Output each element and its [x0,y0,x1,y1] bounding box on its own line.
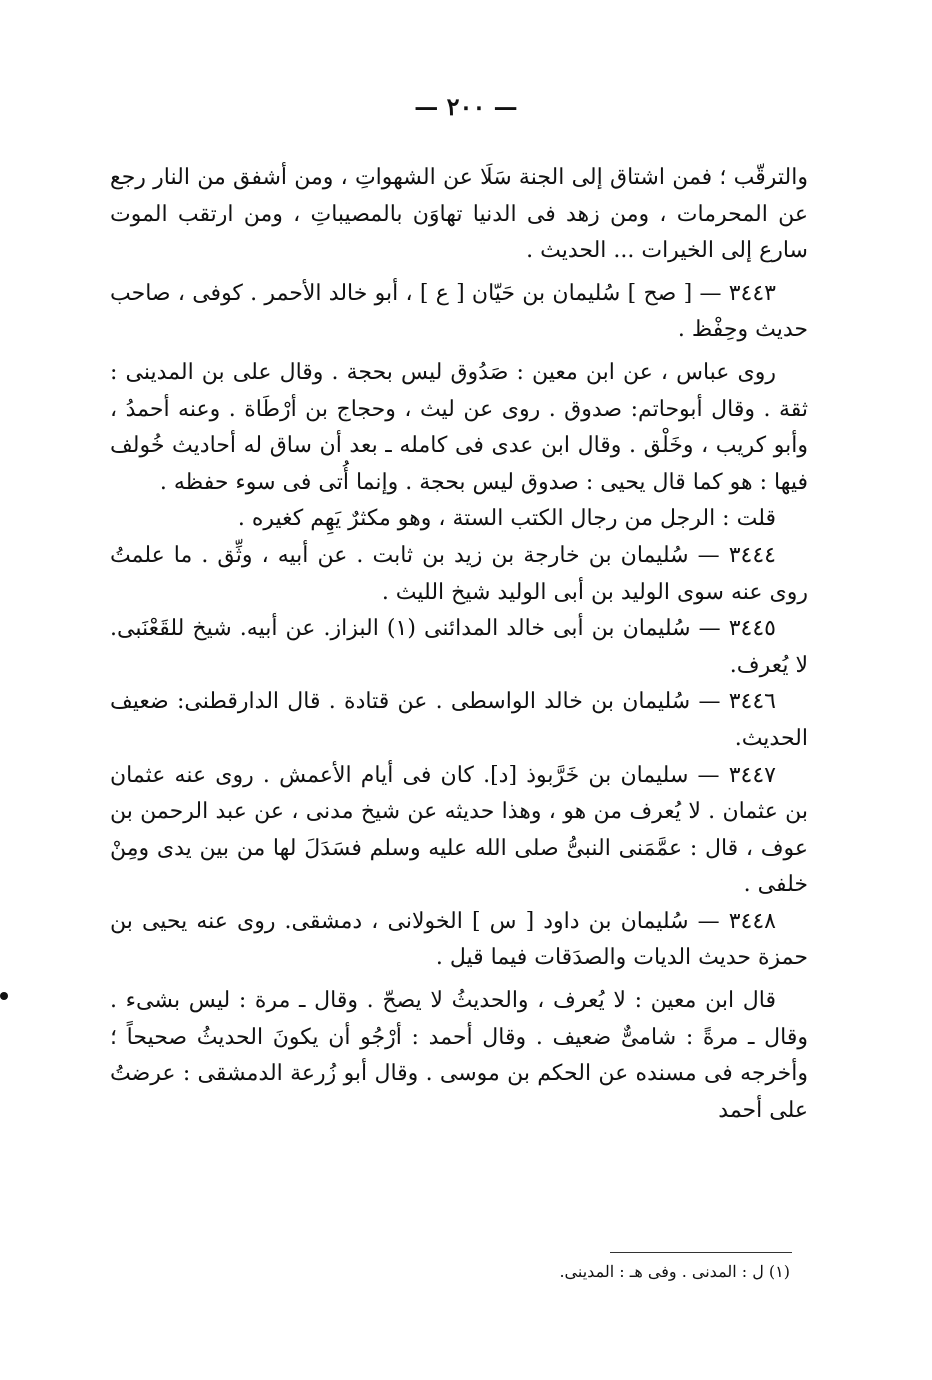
paragraph: روى عباس ، عن ابن معين : صَدُوق ليس بحجة . وقال على بن المدينى : ثقة . وقال أبوحاتم: صدوق . روى عن ليث ، وحجاج بن أرْطَاة . وعنه أحمدُ ، وأبو كريب ، وخَلْق . وقال ابن عدى فى كامله ـ بعد أن ساق له أحاديث خُولف فيها : هو كما قال يحيى : صدوق ليس بحجة . وإنما أُتى فى سوء حفظه . [110,359,808,495]
entry-3447: ٣٤٤٧ — سليمان بن خَرَّبوذ [د]. كان فى أيام الأعمش . روى عنه عثمان بن عثمان . لا يُعرف من هو ، وهذا حديثه عن شيخ مدنى ، عن عبد الرحمن بن عوف ، قال : عمَّمَنى النبىُّ صلى الله عليه وسلم فسَدَلَ لها من بين يدى ومِنْ خلفى . [110,762,808,898]
paragraph: والترقّب ؛ فمن اشتاق إلى الجنة سَلَا عن الشهواتِ ، ومن أشفق من النار رجع عن المحرمات ، ومن زهد فى الدنيا تهاوَن بالمصيباتِ ، ومن ارتقب الموت سارع إلى الخيرات ... الحديث . [110,165,808,264]
page-body [110,160,808,1129]
scan-mark [0,992,8,1000]
entry-3445: ٣٤٤٥ — سُليمان بن أبى خالد المدائنى (١) البزاز. عن أبيه. شيخ للقَعْنَبى. لا يُعرف. [110,616,808,678]
entry-3444: ٣٤٤٤ — سُليمان بن خارجة بن زيد بن ثابت . عن أبيه ، وثِّق . ما علمتُ روى عنه سوى الوليد بن أبى الوليد شيخ الليث . [110,542,808,605]
entry-3446: ٣٤٤٦ — سُليمان بن خالد الواسطى . عن قتادة . قال الدارقطنى: ضعيف الحديث. [110,689,808,751]
paragraph: قال ابن معين : لا يُعرف ، والحديثُ لا يصحّ . وقال ـ مرة : ليس بشىء . وقال ـ مرةً : شامىٌّ ضعيف . وقال أحمد : أرْجُو أن يكونَ الحديثُ صحيحاً ؛ وأخرجه فى مسنده عن الحكم بن موسى . وقال أبو زُرعة الدمشقى : عرضتُ على أحمد [110,988,808,1123]
footnote-divider [610,1252,792,1253]
entry-3443: ٣٤٤٣ — [ صح ] سُليمان بن حَيّان [ ع ] ، أبو خالد الأحمر . كوفى ، صاحب حديث وحِفْظ . [110,280,808,343]
footnote: (١) ل : المدنى . وفى هـ : المدينى. [559,1262,790,1281]
page-number: — ٢٠٠ — [414,92,518,121]
entry-3448: ٣٤٤٨ — سُليمان بن داود [ س ] الخولانى ، دمشقى. روى عنه يحيى بن حمزة حديث الديات والصدَقات فيما قيل . [110,908,808,971]
paragraph: قلت : الرجل من رجال الكتب الستة ، وهو مكثرٌ يَهِم كغيره . [237,506,776,532]
